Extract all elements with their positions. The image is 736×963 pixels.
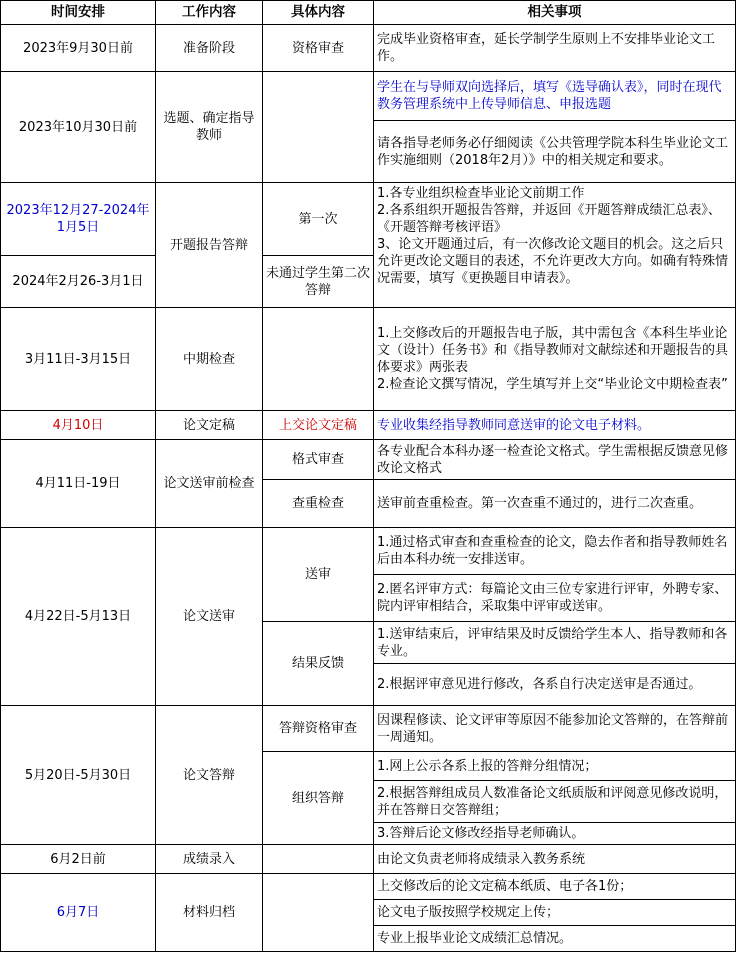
- time-cell: 4月11日-19日: [1, 440, 156, 528]
- detail-cell: 送审: [263, 528, 374, 622]
- items-cell: 由论文负责老师将成绩录入教务系统: [374, 845, 736, 874]
- items-cell: 2.匿名评审方式：每篇论文由三位专家进行评审，外聘专家、院内评审相结合，采取集中评审或送审。: [374, 575, 736, 622]
- items-cell: [374, 308, 736, 411]
- table-row: [1, 845, 736, 874]
- items-cell: 论文电子版按照学校规定上传；: [374, 900, 736, 926]
- items-cell: 上交修改后的论文定稿本纸质、电子各1份；: [374, 874, 736, 900]
- time-cell: 4月22日-5月13日: [1, 528, 156, 706]
- table-row: [1, 72, 736, 121]
- time-cell: 4月10日: [1, 411, 156, 440]
- table-row: [1, 440, 736, 480]
- detail-cell: [263, 72, 374, 183]
- table-row: [1, 411, 736, 440]
- header-work: 工作内容: [156, 1, 263, 25]
- header-detail: 具体内容: [263, 1, 374, 25]
- item-line: 1.上交修改后的开题报告电子版，其中需包含《本科生毕业论文（设计）任务书》和《指导教师对文献综述和开题报告的具体要求》两张表: [377, 326, 729, 375]
- detail-cell: 未通过学生第二次答辩: [263, 256, 374, 308]
- items-cell: 专业上报毕业论文成绩汇总情况。: [374, 926, 736, 952]
- items-cell: 专业收集经指导教师同意送审的论文电子材料。: [374, 411, 736, 440]
- table-row: [1, 528, 736, 575]
- time-cell: 6月2日前: [1, 845, 156, 874]
- header-time: 时间安排: [1, 1, 156, 25]
- detail-cell: 答辩资格审查: [263, 706, 374, 752]
- items-cell: 2.根据答辩组成员人数准备论文纸质版和评阅意见修改说明，并在答辩日交答辩组；: [374, 781, 736, 823]
- items-cell: 2.根据评审意见进行修改，各系自行决定送审是否通过。: [374, 664, 736, 706]
- item-line: 2.检查论文撰写情况，学生填写并上交“毕业论文中期检查表”: [377, 377, 728, 392]
- detail-cell: 组织答辩: [263, 752, 374, 845]
- item-line: 1.各专业组织检查毕业论文前期工作: [377, 186, 585, 201]
- detail-cell: 查重检查: [263, 480, 374, 528]
- time-cell: 5月20日-5月30日: [1, 706, 156, 845]
- time-cell: 2023年10月30日前: [1, 72, 156, 183]
- work-cell: 开题报告答辩: [156, 183, 263, 308]
- detail-cell: 格式审查: [263, 440, 374, 480]
- items-cell: 1.通过格式审查和查重检查的论文，隐去作者和指导教师姓名后由本科办统一安排送审。: [374, 528, 736, 575]
- work-cell: 中期检查: [156, 308, 263, 411]
- time-cell: 6月7日: [1, 874, 156, 952]
- items-cell: 3.答辩后论文修改经指导老师确认。: [374, 823, 736, 845]
- items-cell: [374, 183, 736, 308]
- detail-cell: [263, 874, 374, 952]
- work-cell: 成绩录入: [156, 845, 263, 874]
- table-row: [1, 183, 736, 256]
- work-cell: 选题、确定指导教师: [156, 72, 263, 183]
- detail-cell: 第一次: [263, 183, 374, 256]
- items-cell: 请各指导老师务必仔细阅读《公共管理学院本科生毕业论文工作实施细则（2018年2月）》中的相关规定和要求。: [374, 121, 736, 183]
- item-line: 3、论文开题通过后，有一次修改论文题目的机会。这之后只允许更改论文题目的表述，不允许更改大方向。如确有特殊情况需要，填写《更换题目申请表》。: [377, 237, 729, 286]
- items-cell: 1.网上公示各系上报的答辩分组情况；: [374, 752, 736, 781]
- table-row: [1, 308, 736, 411]
- time-cell: 2023年12月27-2024年1月5日: [1, 183, 156, 256]
- items-cell: 1.送审结束后，评审结果及时反馈给学生本人、指导教师和各专业。: [374, 622, 736, 664]
- table-row: [1, 874, 736, 900]
- header-items: 相关事项: [374, 1, 736, 25]
- work-cell: 准备阶段: [156, 25, 263, 72]
- time-cell: 2023年9月30日前: [1, 25, 156, 72]
- items-cell: 送审前查重检查。第一次查重不通过的，进行二次查重。: [374, 480, 736, 528]
- work-cell: 论文送审: [156, 528, 263, 706]
- work-cell: 论文答辩: [156, 706, 263, 845]
- detail-cell: 资格审查: [263, 25, 374, 72]
- detail-cell: 上交论文定稿: [263, 411, 374, 440]
- table-row: [1, 706, 736, 752]
- items-cell: 因课程修读、论文评审等原因不能参加论文答辩的，在答辩前一周通知。: [374, 706, 736, 752]
- work-cell: 论文送审前检查: [156, 440, 263, 528]
- time-cell: 2024年2月26-3月1日: [1, 256, 156, 308]
- time-cell: 3月11日-3月15日: [1, 308, 156, 411]
- detail-cell: [263, 845, 374, 874]
- detail-cell: 结果反馈: [263, 622, 374, 706]
- detail-cell: [263, 308, 374, 411]
- work-cell: 材料归档: [156, 874, 263, 952]
- work-cell: 论文定稿: [156, 411, 263, 440]
- items-cell: 学生在与导师双向选择后，填写《选导确认表》，同时在现代教务管理系统中上传导师信息、申报选题: [374, 72, 736, 121]
- table-row: [1, 25, 736, 72]
- items-cell: 各专业配合本科办逐一检查论文格式。学生需根据反馈意见修改论文格式: [374, 440, 736, 480]
- items-cell: 完成毕业资格审查，延长学制学生原则上不安排毕业论文工作。: [374, 25, 736, 72]
- item-line: 2.各系组织开题报告答辩，并返回《开题答辩成绩汇总表》、《开题答辩考核评语》: [377, 203, 721, 235]
- header-row: [1, 1, 736, 25]
